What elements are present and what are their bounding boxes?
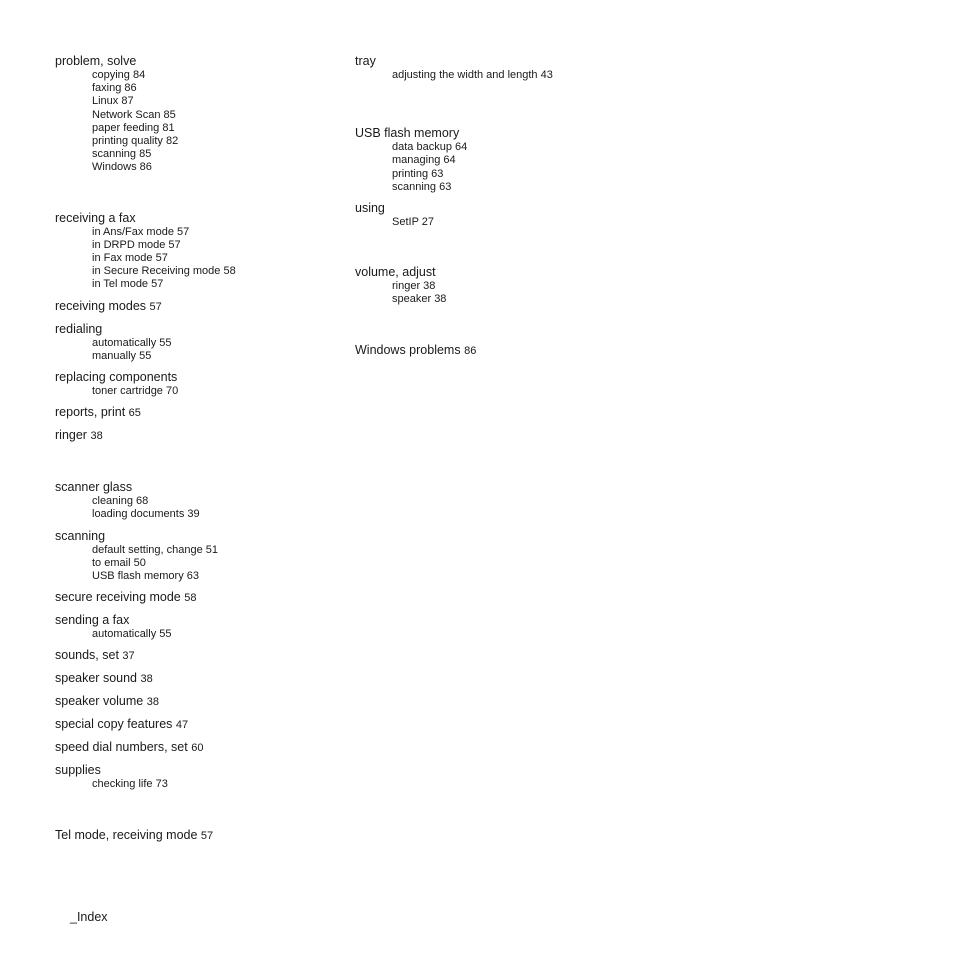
index-entry — [55, 405, 325, 421]
section-gap — [355, 82, 655, 126]
section-gap — [55, 175, 325, 211]
index-term: Windows problems 86 — [355, 342, 477, 357]
index-term: Tel mode, receiving mode 57 — [55, 827, 214, 842]
index-subentry: ringer 38 — [392, 280, 436, 293]
entry-gap — [55, 733, 325, 740]
index-subentry: loading documents 39 — [92, 508, 200, 521]
index-term: volume, adjust — [355, 265, 436, 280]
index-subentry: toner cartridge 70 — [92, 385, 179, 398]
index-subentry: in Tel mode 57 — [92, 278, 164, 291]
index-subentry: copying 84 — [92, 69, 146, 81]
entry-gap — [55, 641, 325, 648]
index-subentry: Windows 86 — [92, 161, 152, 174]
page-number: 37 — [122, 650, 135, 663]
entry-gap — [55, 522, 325, 529]
index-entry — [55, 299, 325, 315]
index-subentry: printing 63 — [392, 167, 444, 180]
index-entry — [55, 671, 325, 687]
index-term: receiving a fax — [55, 210, 136, 225]
page-number: 47 — [175, 719, 189, 732]
index-subentry: scanning 63 — [392, 180, 452, 193]
index-term: ringer 38 — [55, 428, 103, 443]
entry-gap — [55, 710, 325, 717]
index-subentry: checking life 73 — [92, 778, 168, 791]
index-entry — [55, 480, 325, 521]
index-term: problem, solve — [55, 54, 137, 68]
section-gap — [355, 229, 655, 265]
page-number: 57 — [149, 300, 162, 313]
index-term: special copy features 47 — [55, 717, 189, 732]
index-subentry: in DRPD mode 57 — [92, 238, 181, 251]
index-term: receiving modes 57 — [55, 298, 162, 313]
entry-gap — [55, 606, 325, 613]
index-subentry: to email 50 — [92, 556, 146, 569]
entry-gap — [55, 315, 325, 322]
index-subentry: in Secure Receiving mode 58 — [92, 265, 236, 278]
index-subentry: printing quality 82 — [92, 135, 179, 148]
page-number: 38 — [140, 673, 153, 686]
entry-gap — [55, 421, 325, 428]
index-entry — [55, 828, 325, 844]
index-column-right — [355, 54, 655, 359]
section-gap — [55, 444, 325, 480]
page-footer: _Index — [70, 910, 108, 924]
index-entry — [55, 590, 325, 606]
index-subentry: adjusting the width and length 43 — [392, 69, 553, 81]
section-gap — [55, 792, 325, 828]
index-term: reports, print 65 — [55, 405, 141, 420]
page-number: 58 — [184, 592, 197, 605]
entry-gap — [55, 363, 325, 370]
index-subentry: faxing 86 — [92, 82, 137, 95]
entry-gap — [355, 194, 655, 201]
index-entry — [55, 740, 325, 756]
index-term: secure receiving mode 58 — [55, 590, 197, 605]
index-entry — [355, 54, 655, 82]
index-term: using — [355, 201, 385, 216]
page-number: 38 — [146, 696, 159, 709]
entry-gap — [55, 664, 325, 671]
index-term: tray — [355, 54, 376, 68]
index-subentry: USB flash memory 63 — [92, 570, 199, 583]
index-term: USB flash memory — [355, 126, 460, 141]
index-term: sounds, set 37 — [55, 648, 135, 663]
index-entry — [355, 343, 655, 359]
index-entry — [55, 763, 325, 791]
index-subentry: in Fax mode 57 — [92, 252, 168, 265]
index-term: speaker volume 38 — [55, 694, 159, 709]
index-term: redialing — [55, 321, 103, 336]
page-number: 65 — [128, 407, 141, 420]
index-subentry: Network Scan 85 — [92, 108, 176, 121]
index-term: replacing components — [55, 370, 178, 385]
index-entry — [355, 201, 655, 229]
index-subentry: cleaning 68 — [92, 495, 149, 508]
index-entry — [55, 322, 325, 363]
index-term: sending a fax — [55, 613, 130, 628]
section-gap — [355, 307, 655, 343]
index-entry — [55, 370, 325, 398]
entry-gap — [55, 756, 325, 763]
index-subentry: automatically 55 — [92, 628, 172, 641]
index-term: speed dial numbers, set 60 — [55, 740, 204, 755]
index-entry — [55, 428, 325, 444]
index-subentry: speaker 38 — [392, 293, 447, 306]
index-entry — [55, 529, 325, 584]
index-entry — [55, 613, 325, 641]
page-number: 60 — [191, 742, 204, 755]
index-entry — [355, 126, 655, 194]
index-subentry: manually 55 — [92, 349, 152, 362]
index-subentry: data backup 64 — [392, 141, 468, 154]
index-term: scanning — [55, 528, 106, 543]
index-subentry: SetIP 27 — [392, 216, 434, 229]
page-number: 86 — [464, 344, 477, 357]
index-subentry: Linux 87 — [92, 95, 134, 108]
index-term: scanner glass — [55, 480, 133, 495]
page-number: 38 — [90, 430, 103, 443]
index-subentry: managing 64 — [392, 154, 456, 167]
page-number: 57 — [200, 829, 214, 842]
index-column-left — [55, 54, 325, 844]
index-subentry: default setting, change 51 — [92, 543, 218, 556]
entry-gap — [55, 398, 325, 405]
index-entry — [355, 265, 655, 306]
index-entry — [55, 54, 325, 175]
index-entry — [55, 694, 325, 710]
index-subentry: paper feeding 81 — [92, 121, 175, 134]
index-entry — [55, 648, 325, 664]
index-entry — [55, 717, 325, 733]
index-subentry: in Ans/Fax mode 57 — [92, 225, 190, 238]
index-subentry: automatically 55 — [92, 336, 172, 349]
index-term: speaker sound 38 — [55, 671, 153, 686]
index-subentry: scanning 85 — [92, 148, 152, 161]
entry-gap — [55, 687, 325, 694]
index-term: supplies — [55, 763, 101, 778]
entry-gap — [55, 583, 325, 590]
index-entry — [55, 211, 325, 292]
entry-gap — [55, 292, 325, 299]
